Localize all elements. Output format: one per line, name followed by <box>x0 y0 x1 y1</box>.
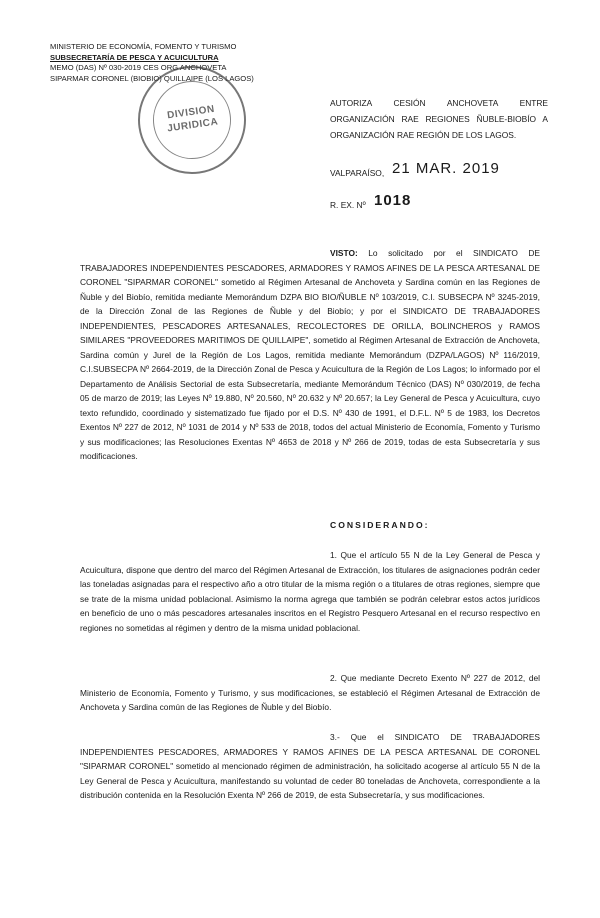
place-label: VALPARAÍSO, <box>330 168 385 178</box>
ministry-name: MINISTERIO DE ECONOMÍA, FOMENTO Y TURISMO <box>50 42 237 51</box>
stamp-line-1: DIVISION <box>166 103 216 122</box>
resolution-subject: AUTORIZA CESIÓN ANCHOVETA ENTRE ORGANIZACIÓN RAE REGIONES ÑUBLE-BIOBÍO A ORGANIZACIÓN RAE REGIÓN DE LOS LAGOS. <box>330 98 548 140</box>
visto-lead: VISTO: <box>330 248 358 258</box>
considerando-item-2: 2. Que mediante Decreto Exento Nº 227 de 2012, del Ministerio de Economía, Fomento y Turismo, y sus modificaciones, se estableció el Régimen Artesanal de Extracción de Anchoveta y Sardina común de las Regiones de Ñuble y del Biobío. <box>80 673 540 712</box>
stamp-line-2: JURIDICA <box>166 116 219 135</box>
subsecretaria-name: SUBSECRETARÍA DE PESCA Y ACUICULTURA <box>50 52 219 62</box>
resolution-number: 1018 <box>374 192 412 209</box>
visto-text: Lo solicitado por el SINDICATO DE TRABAJADORES INDEPENDIENTES PESCADORES, ARMADORES Y RAMOS AFINES DE LA PESCA ARTESANAL DE CORONEL "SIPARMAR CORONEL" sometido al Régimen Artesanal de Anchoveta y Sardina común en las Regiones de Ñuble y del Biobío, remitida mediante Memorándum DZPA BIO BIO/ÑUBLE Nº 103/2019, C.I. SUBSECPA Nº 3245-2019, de la Dirección Zonal de las Regiones de Ñuble y del Biobío; y por el SINDICATO DE TRABAJADORES INDEPENDIENTES, PESCADORES ARTESANALES, RECOLECTORES DE ORILLA, BOLINCHEROS y RAMOS SIMILARES "PROVEEDORES MARITIMOS DE QUILLAIPE", sometido al Régimen Artesanal de Extracción de Anchoveta, Sardina común y Jurel de la Región de Los Lagos, remitida mediante Memorándum (DZPA/LAGOS) Nº 116/2019, C.I.SUBSECPA Nº 2664-2019, de la Dirección Zonal de Pesca y Acuicultura de la Región de Los Lagos; lo informado por el Departamento de Análisis Sectorial de esta Subsecretaría, mediante Memorándum Técnico (DAS) Nº 030/2019, de fecha 05 de marzo de 2019; las Leyes Nº 19.880, Nº 20.560, Nº 20.632 y Nº 20.657; la Ley General de Pesca y Acuicultura, cuyo texto refundido, coordinado y sistematizado fue fijado por el D.S. Nº 430 de 1991, el D.F.L. Nº 5 de 1983, los Decretos Exentos Nº 227 de 2012, Nº 1031 de 2014 y Nº 533 de 2018, todos del actual Ministerio de Economía, Fomento y Turismo y sus modificaciones; las Resoluciones Exentas Nº 4653 de 2018 y Nº 266 de 2019, todas de esta Subsecretaría y sus modificaciones. <box>80 248 540 461</box>
visto-paragraph <box>80 246 540 464</box>
resolution-label: R. EX. Nº <box>330 200 366 210</box>
stamped-date: 21 MAR. 2019 <box>392 160 500 177</box>
considerando-item-1: 1. Que el artículo 55 N de la Ley General de Pesca y Acuicultura, dispone que dentro del marco del Régimen Artesanal de Extracción, los titulares de asignaciones podrán ceder las toneladas asignadas para el respectivo año a otro titular de la misma región o a titulares de otras regiones, siempre que se trate de la misma unidad poblacional. Asimismo la norma agrega que también se podrán celebrar estos actos jurídicos en beneficio de uno o más pescadores artesanales inscritos en el Registro Pesquero Artesanal en el recurso respectivo en regiones no sometidas al régimen y dentro de la misma unidad poblacional. <box>80 550 540 633</box>
considerando-item-3: 3.- Que el SINDICATO DE TRABAJADORES INDEPENDIENTES PESCADORES, ARMADORES Y RAMOS AFINES DE LA PESCA ARTESANAL DE CORONEL "SIPARMAR CORONEL" sometido al mencionado régimen de administración, ha solicitado acogerse al artículo 55 N de la Ley General de Pesca y Acuicultura, manifestando su voluntad de ceder 80 toneladas de Anchoveta, correspondiente a la distribución contenida en la Resolución Exenta Nº 266 de 2019, de esta Subsecretaría, y sus modificaciones. <box>80 732 540 800</box>
considerando-title: CONSIDERANDO: <box>330 520 430 530</box>
parties-reference: SIPARMAR CORONEL (BIOBIO) QUILLAIPE (LOS LAGOS) <box>50 73 254 83</box>
memo-reference: MEMO (DAS) Nº 030-2019 CES ORG ANCHOVETA <box>50 63 227 72</box>
